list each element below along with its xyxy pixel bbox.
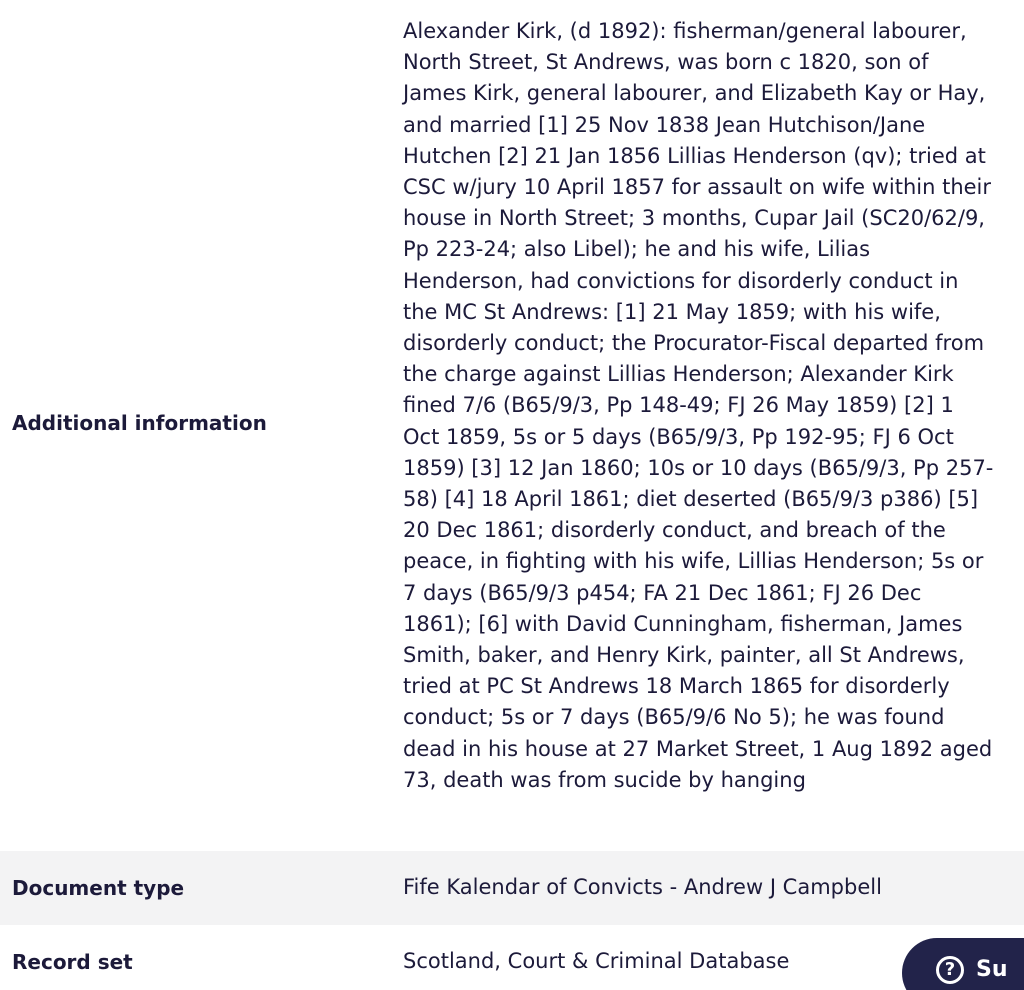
record-set-row: [0, 925, 1024, 990]
support-button-label: Su: [976, 957, 1008, 982]
question-mark-icon: ?: [936, 956, 964, 984]
additional-information-value: Alexander Kirk, (d 1892): fisherman/general labourer, North Street, St Andrews, was born c 1820, son of James Kirk, general labourer, and Elizabeth Kay or Hay, and married [1] 25 Nov 1838 Jean Hutchison/Jane Hutchen [2] 21 Jan 1856 Lillias Henderson (qv); tried at CSC w/jury 10 April 1857 for assault on wife within their house in North Street; 3 months, Cupar Jail (SC20/62/9, Pp 223-24; also Libel); he and his wife, Lilias Henderson, had convictions for disorderly conduct in the MC St Andrews: [1] 21 May 1859; with his wife, disorderly conduct; the Procurator-Fiscal departed from the charge against Lillias Henderson; Alexander Kirk fined 7/6 (B65/9/3, Pp 148-49; FJ 26 May 1859) [2] 1 Oct 1859, 5s or 5 days (B65/9/3, Pp 192-95; FJ 6 Oct 1859) [3] 12 Jan 1860; 10s or 10 days (B65/9/3, Pp 257-58) [4] 18 April 1861; diet deserted (B65/9/3 p386) [5] 20 Dec 1861; disorderly conduct, and breach of the peace, in fighting with his wife, Lillias Henderson; 5s or 7 days (B65/9/3 p454; FA 21 Dec 1861; FJ 26 Dec 1861); [6] with David Cunningham, fisherman, James Smith, baker, and Henry Kirk, painter, all St Andrews, tried at PC St Andrews 18 March 1865 for disorderly conduct; 5s or 7 days (B65/9/6 No 5); he was found dead in his house at 27 Market Street, 1 Aug 1892 aged 73, death was from sucide by hanging: [403, 19, 994, 792]
record-set-value: Scotland, Court & Criminal Database: [403, 949, 790, 974]
additional-information-label: Additional information: [12, 411, 267, 435]
document-type-row: [0, 851, 1024, 925]
document-type-value: Fife Kalendar of Convicts - Andrew J Campbell: [403, 875, 882, 900]
record-set-label: Record set: [12, 949, 133, 974]
document-type-label: Document type: [12, 875, 185, 900]
support-button[interactable]: [902, 938, 1024, 990]
